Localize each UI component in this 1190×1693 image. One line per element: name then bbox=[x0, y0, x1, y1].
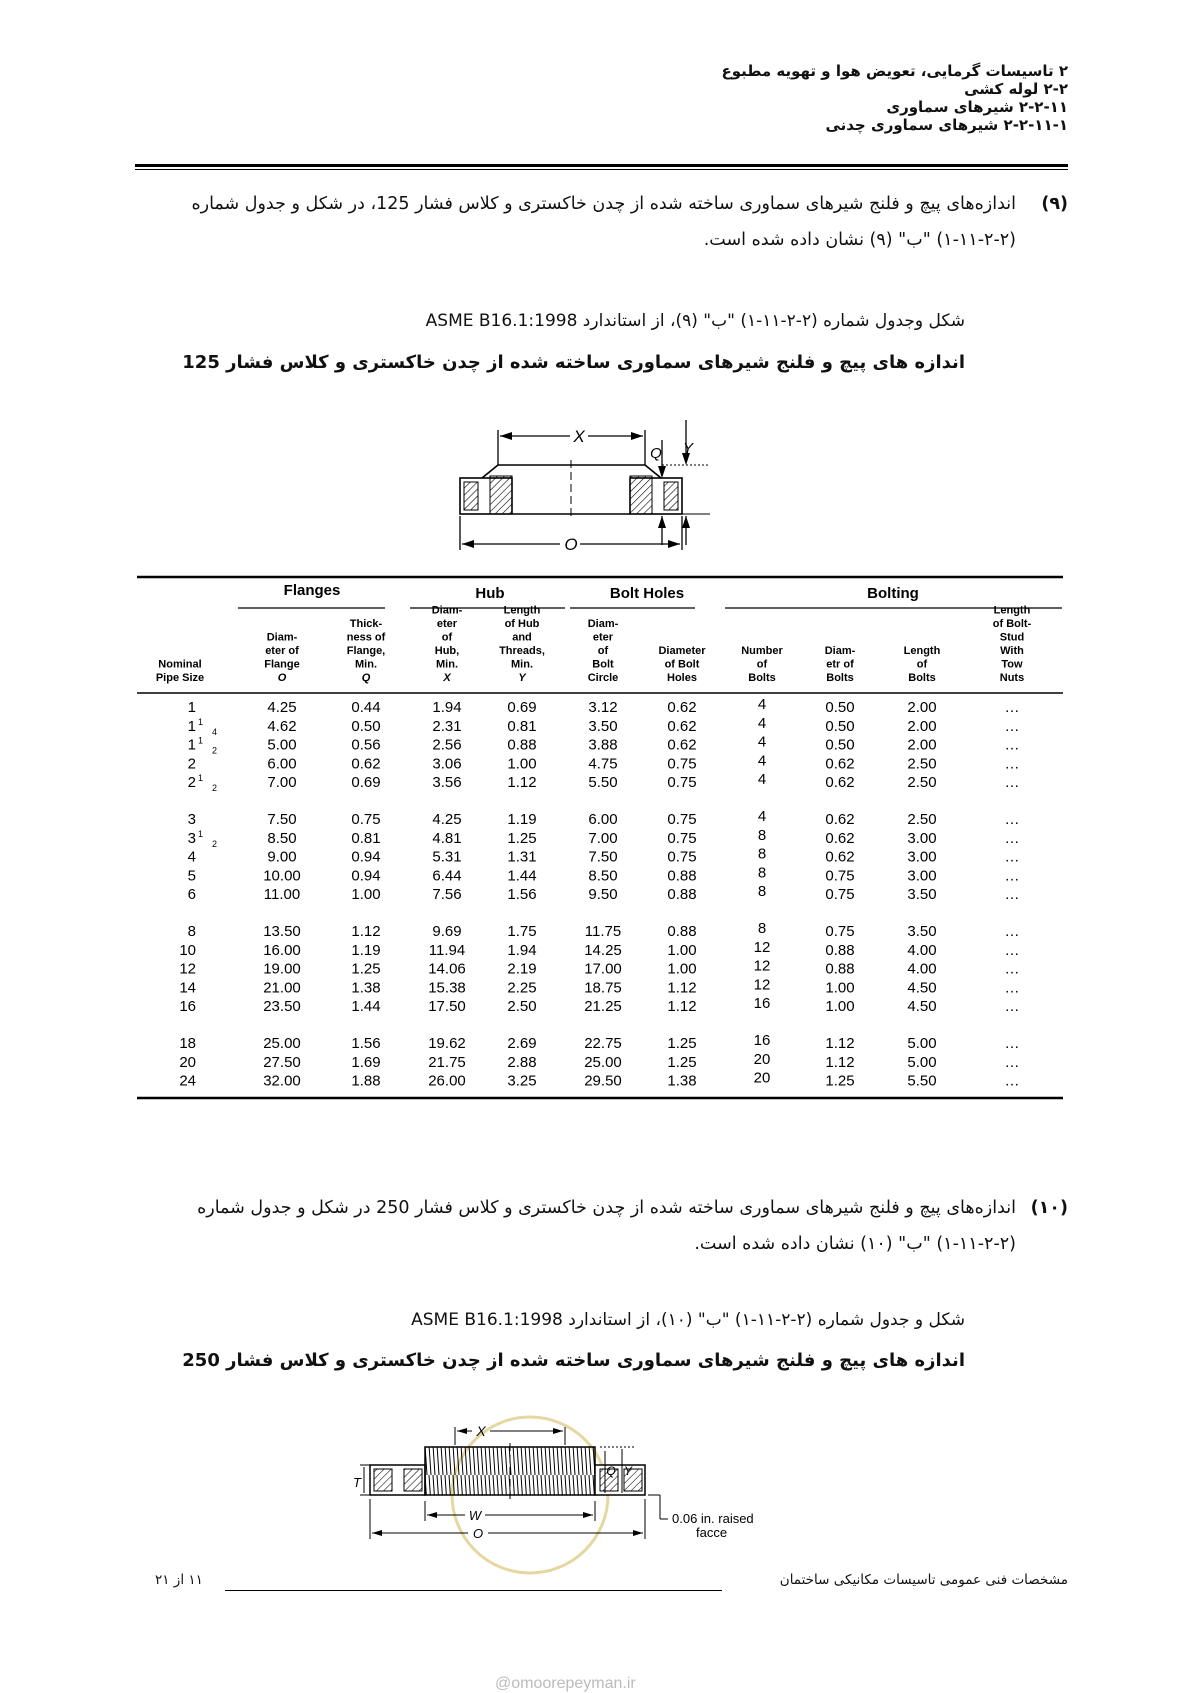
table-cell: 29.50 bbox=[584, 1072, 622, 1090]
table-cell: 9.00 bbox=[267, 848, 297, 866]
table-cell: 4.00 bbox=[907, 941, 937, 959]
table-cell: … bbox=[1004, 867, 1020, 885]
table-cell: 4.25 bbox=[267, 699, 297, 716]
table-cell-size: 12 bbox=[179, 960, 196, 978]
table-column-header-10: Tow bbox=[1001, 658, 1023, 671]
table-cell: 0.75 bbox=[667, 848, 697, 866]
table-cell: 1.88 bbox=[351, 1072, 381, 1090]
watermark-text: @omoorepeyman.ir bbox=[495, 1675, 636, 1692]
table-cell: 1.12 bbox=[825, 1053, 855, 1071]
table-cell: 0.75 bbox=[825, 867, 855, 885]
table-cell: 0.44 bbox=[351, 699, 381, 716]
table-cell: 0.75 bbox=[351, 811, 381, 828]
table-column-header-5: Bolt bbox=[592, 658, 614, 671]
table-cell: 8.50 bbox=[267, 829, 297, 847]
section-10-paragraph bbox=[135, 1190, 1068, 1270]
table-cell-size: 6 bbox=[187, 886, 196, 904]
table-cell: 4 bbox=[757, 714, 767, 732]
figure-1-label-q: Q bbox=[650, 445, 662, 462]
table-cell: 1.12 bbox=[825, 1035, 855, 1052]
table-cell: 4.75 bbox=[588, 755, 618, 773]
table-cell: 4.00 bbox=[907, 960, 937, 978]
table-cell: 15.38 bbox=[428, 979, 466, 997]
table-cell: 18.75 bbox=[584, 979, 622, 997]
table-cell: 2.88 bbox=[507, 1053, 537, 1071]
table-cell-size: 5 bbox=[187, 867, 196, 885]
table-cell: 3.00 bbox=[907, 829, 937, 847]
table-cell-size-sub: 2 bbox=[212, 838, 218, 849]
table-cell: 2.50 bbox=[907, 774, 937, 792]
section-10-text: اندازه‌های پیچ و فلنج شیرهای سماوری ساخته شده از چدن خاکستری و کلاس فشار 250 در شکل و جدول شماره (۲-۲-۱۱-۱) "ب" (۱۰) نشان داده شده است. bbox=[197, 1198, 1016, 1254]
table-cell-size-sub: 2 bbox=[212, 745, 218, 756]
table-cell: 12 bbox=[753, 957, 771, 975]
table-column-symbol-3: X bbox=[443, 672, 451, 684]
table-column-header-6: Diameter bbox=[658, 645, 706, 657]
table-column-header-10: Length bbox=[993, 604, 1031, 617]
table-cell: 32.00 bbox=[263, 1072, 301, 1090]
table-column-header-5: of bbox=[597, 645, 609, 657]
figure-1-reference: شکل وجدول شماره (۲-۲-۱۱-۱) "ب" (۹)، از استاندارد ASME B16.1:1998 bbox=[425, 311, 965, 331]
table-cell: … bbox=[1004, 886, 1020, 904]
table-cell: 1.75 bbox=[507, 923, 537, 940]
table-cell: 6.00 bbox=[588, 811, 618, 828]
table-column-header-8: Bolts bbox=[826, 672, 854, 684]
table-cell: 3.00 bbox=[907, 848, 937, 866]
table-cell: 17.00 bbox=[584, 960, 622, 978]
table-cell: 1.94 bbox=[432, 699, 462, 716]
section-10-number: (۱۰) bbox=[1030, 1198, 1068, 1218]
table-cell: … bbox=[1004, 811, 1020, 828]
figure-2-note-line-1: 0.06 in. raised bbox=[672, 1511, 754, 1526]
table-cell: 20 bbox=[753, 1050, 771, 1068]
table-cell: 14.06 bbox=[428, 960, 466, 978]
table-column-header-3: Min. bbox=[436, 658, 458, 671]
figure-2-label-o: O bbox=[472, 1526, 484, 1541]
table-cell: 1.56 bbox=[351, 1035, 381, 1052]
table-cell: 0.88 bbox=[825, 960, 855, 978]
table-cell: 4 bbox=[757, 752, 767, 770]
table-column-header-10: of Bolt- bbox=[992, 618, 1032, 630]
table-cell-size: 4 bbox=[187, 848, 196, 866]
table-column-header-6: of Bolt bbox=[664, 658, 700, 671]
table-cell: 25.00 bbox=[584, 1053, 622, 1071]
table-cell: 0.50 bbox=[351, 717, 381, 735]
table-cell: 0.62 bbox=[667, 736, 697, 754]
figure-2-label-x: X bbox=[476, 1423, 486, 1439]
table-cell: 0.75 bbox=[825, 886, 855, 904]
table-cell: 0.94 bbox=[351, 867, 381, 885]
flange-drawing-class-250 bbox=[353, 1415, 840, 1555]
table-cell: 2.50 bbox=[507, 998, 537, 1016]
table-cell: 0.62 bbox=[667, 699, 697, 716]
table-column-header-1: eter of bbox=[265, 645, 299, 657]
table-cell: 11.00 bbox=[263, 886, 301, 904]
footer-page-number: ۱۱ از ۲۱ bbox=[155, 1572, 203, 1588]
figure-1-label-x: X bbox=[573, 427, 585, 446]
table-cell: … bbox=[1004, 736, 1020, 754]
table-cell: 0.62 bbox=[825, 811, 855, 828]
table-cell: 1.69 bbox=[351, 1053, 381, 1071]
table-column-header-9: Bolts bbox=[908, 672, 936, 684]
figure-2-label-t: T bbox=[353, 1475, 361, 1490]
table-cell: … bbox=[1004, 755, 1020, 773]
table-cell: 0.88 bbox=[507, 736, 537, 754]
table-cell: 0.81 bbox=[351, 829, 381, 847]
table-cell: 0.88 bbox=[667, 867, 697, 885]
table-cell: 23.50 bbox=[263, 998, 301, 1016]
table-cell: 9.50 bbox=[588, 886, 618, 904]
table-group-bolt-holes: Bolt Holes bbox=[609, 585, 685, 602]
table-cell: 1.00 bbox=[507, 755, 537, 773]
table-cell: … bbox=[1004, 774, 1020, 792]
table-cell: 0.88 bbox=[667, 923, 697, 940]
figure-2-label-w: W bbox=[468, 1508, 482, 1523]
table-cell: 7.50 bbox=[267, 811, 297, 828]
table-column-header-4: of Hub bbox=[504, 618, 540, 630]
table-column-header-0: Nominal bbox=[158, 658, 202, 671]
table-cell: … bbox=[1004, 979, 1020, 997]
table-cell-size: 3 bbox=[187, 829, 196, 847]
table-cell: … bbox=[1004, 1072, 1020, 1090]
table-cell: 21.00 bbox=[263, 979, 301, 997]
table-cell: 14.25 bbox=[584, 941, 622, 959]
table-cell: … bbox=[1004, 1053, 1020, 1071]
table-cell: 3.88 bbox=[588, 736, 618, 754]
header-line-2: ۲-۲ لوله کشی bbox=[964, 80, 1068, 98]
table-column-symbol-2: Q bbox=[361, 672, 371, 684]
table-column-header-2: Min. bbox=[355, 658, 377, 671]
table-column-header-2: ness of bbox=[346, 631, 386, 644]
table-group-flanges: Flanges bbox=[283, 582, 341, 599]
table-cell: … bbox=[1004, 1035, 1020, 1052]
section-9-text: اندازه‌های پیچ و فلنج شیرهای سماوری ساخته شده از چدن خاکستری و کلاس فشار 125، در شکل و جدول شماره (۲-۲-۱۱-۱) "ب" (۹) نشان داده شده است. bbox=[191, 194, 1016, 250]
table-column-header-1: Flange bbox=[264, 658, 300, 671]
table-cell: 3.00 bbox=[907, 867, 937, 885]
table-cell: 4.50 bbox=[907, 979, 937, 997]
table-cell: … bbox=[1004, 717, 1020, 735]
table-cell: 0.75 bbox=[667, 829, 697, 847]
table-cell-size: 2 bbox=[187, 774, 196, 792]
table-column-header-7: Number bbox=[741, 645, 783, 657]
table-cell-size-sup: 1 bbox=[198, 735, 204, 746]
table-cell: 0.50 bbox=[825, 699, 855, 716]
table-cell: 0.50 bbox=[825, 736, 855, 754]
table-cell: 3.50 bbox=[907, 886, 937, 904]
figure-2-label-y: Y bbox=[623, 1464, 633, 1478]
table-cell: 19.62 bbox=[428, 1035, 466, 1052]
footer-rule bbox=[225, 1590, 722, 1591]
table-column-header-0: Pipe Size bbox=[155, 672, 205, 684]
table-group-bolting: Bolting bbox=[867, 585, 919, 602]
table-cell: 7.56 bbox=[432, 886, 462, 904]
table-cell: 1.94 bbox=[507, 941, 537, 959]
table-cell: … bbox=[1004, 829, 1020, 847]
header-line-3: ۲-۲-۱۱ شیرهای سماوری bbox=[886, 98, 1068, 116]
table-cell: 2.50 bbox=[907, 755, 937, 773]
table-cell: 16.00 bbox=[263, 941, 301, 959]
table-column-header-8: Diam- bbox=[824, 645, 856, 657]
table-cell: 27.50 bbox=[263, 1053, 301, 1071]
table-cell: 25.00 bbox=[263, 1035, 301, 1052]
table-cell: 2.00 bbox=[907, 736, 937, 754]
table-cell: 1.44 bbox=[507, 867, 537, 885]
table-cell-size: 1 bbox=[187, 699, 196, 716]
table-cell-size: 3 bbox=[187, 811, 196, 828]
table-column-header-4: Length bbox=[503, 604, 541, 617]
table-cell: … bbox=[1004, 960, 1020, 978]
table-cell: 1.19 bbox=[507, 811, 537, 828]
table-cell: 0.62 bbox=[825, 848, 855, 866]
table-cell-size-sup: 1 bbox=[198, 716, 204, 727]
table-cell: 16 bbox=[753, 995, 771, 1013]
table-cell: 0.62 bbox=[825, 829, 855, 847]
table-cell: 0.81 bbox=[507, 717, 537, 735]
table-column-header-4: Min. bbox=[511, 658, 533, 671]
table-cell: … bbox=[1004, 998, 1020, 1016]
table-column-header-10: With bbox=[1000, 645, 1024, 657]
table-group-hub: Hub bbox=[475, 585, 505, 602]
table-cell: 0.88 bbox=[825, 941, 855, 959]
table-cell: 0.75 bbox=[667, 774, 697, 792]
table-cell: 2.31 bbox=[432, 717, 462, 735]
table-cell: 0.75 bbox=[667, 811, 697, 828]
table-cell: 7.00 bbox=[588, 829, 618, 847]
table-column-header-3: Hub, bbox=[434, 645, 460, 657]
table-cell: 5.00 bbox=[267, 736, 297, 754]
figure-2-label-q: Q bbox=[606, 1464, 616, 1478]
table-cell: 2.19 bbox=[507, 960, 537, 978]
table-cell: 11.75 bbox=[584, 923, 622, 940]
table-cell: 1.12 bbox=[351, 923, 381, 940]
table-cell: 1.25 bbox=[507, 829, 537, 847]
table-cell: 1.56 bbox=[507, 886, 537, 904]
header-line-4: ۲-۲-۱۱-۱ شیرهای سماوری چدنی bbox=[825, 116, 1068, 134]
table-cell: 2.00 bbox=[907, 717, 937, 735]
table-cell: 3.06 bbox=[432, 755, 462, 773]
table-cell: 0.69 bbox=[507, 699, 537, 716]
table-cell-size: 10 bbox=[179, 941, 196, 959]
table-cell: … bbox=[1004, 923, 1020, 940]
table-column-header-5: Circle bbox=[587, 672, 619, 684]
table-column-header-5: Diam- bbox=[587, 618, 619, 630]
table-cell: 4 bbox=[757, 733, 767, 751]
table-column-header-6: Holes bbox=[667, 672, 697, 684]
table-cell: 1.44 bbox=[351, 998, 381, 1016]
table-cell: 1.00 bbox=[351, 886, 381, 904]
table-cell: 16 bbox=[753, 1032, 771, 1049]
table-column-header-5: eter bbox=[592, 631, 614, 644]
table-cell-size: 8 bbox=[187, 923, 196, 940]
table-cell: 8 bbox=[757, 864, 767, 882]
table-cell: 0.94 bbox=[351, 848, 381, 866]
table-cell: 0.75 bbox=[825, 923, 855, 940]
table-cell-size: 2 bbox=[187, 755, 196, 773]
table-column-header-3: of bbox=[441, 631, 453, 644]
table-column-header-3: eter bbox=[436, 618, 458, 630]
table-column-header-9: of bbox=[916, 658, 928, 671]
table-cell-size-sup: 1 bbox=[198, 773, 204, 784]
table-column-header-10: Nuts bbox=[999, 672, 1025, 684]
table-cell: 0.62 bbox=[825, 774, 855, 792]
table-column-header-9: Length bbox=[903, 645, 941, 657]
table-cell: 1.25 bbox=[667, 1053, 697, 1071]
table-cell-size: 1 bbox=[187, 717, 196, 735]
table-cell: 11.94 bbox=[428, 941, 466, 959]
table-cell: 4.62 bbox=[267, 717, 297, 735]
table-cell: 3.50 bbox=[588, 717, 618, 735]
table-cell: 9.69 bbox=[432, 923, 462, 940]
table-cell: 1.38 bbox=[351, 979, 381, 997]
table-cell: 3.50 bbox=[907, 923, 937, 940]
table-column-symbol-4: Y bbox=[518, 672, 526, 684]
table-cell: 2.25 bbox=[507, 979, 537, 997]
table-cell: … bbox=[1004, 941, 1020, 959]
table-cell-size: 1 bbox=[187, 736, 196, 754]
table-cell: 4.50 bbox=[907, 998, 937, 1016]
table-cell: 2.69 bbox=[507, 1035, 537, 1052]
figure-1-label-y: Y bbox=[682, 440, 694, 457]
table-cell: 2.50 bbox=[907, 811, 937, 828]
table-cell-size-sub: 2 bbox=[212, 783, 218, 794]
table-cell-size: 20 bbox=[179, 1053, 196, 1071]
table-cell: 1.38 bbox=[667, 1072, 697, 1090]
table-cell: 0.56 bbox=[351, 736, 381, 754]
table-cell-size: 16 bbox=[179, 998, 196, 1016]
table-cell: … bbox=[1004, 848, 1020, 866]
table-cell: 3.56 bbox=[432, 774, 462, 792]
section-9-number: (۹) bbox=[1041, 194, 1068, 214]
table-column-header-2: Flange, bbox=[346, 645, 386, 657]
table-cell: 21.25 bbox=[584, 998, 622, 1016]
table-cell: 3.12 bbox=[588, 699, 618, 716]
footer-document-title: مشخصات فنی عمومی تاسیسات مکانیکی ساختمان bbox=[779, 1572, 1068, 1588]
table-cell: 1.31 bbox=[507, 848, 537, 866]
table-cell: 2.00 bbox=[907, 699, 937, 716]
table-cell: … bbox=[1004, 699, 1020, 716]
table-column-header-4: and bbox=[512, 631, 532, 644]
table-cell: 1.25 bbox=[667, 1035, 697, 1052]
table-cell: 1.00 bbox=[667, 960, 697, 978]
table-column-symbol-1: O bbox=[277, 672, 287, 684]
table-cell: 6.44 bbox=[432, 867, 462, 885]
table-column-header-7: of bbox=[756, 658, 768, 671]
table-cell: 22.75 bbox=[584, 1035, 622, 1052]
table-column-header-7: Bolts bbox=[748, 672, 776, 684]
table-cell: 0.50 bbox=[825, 717, 855, 735]
table-cell: 12 bbox=[753, 938, 771, 956]
table-column-header-2: Thick- bbox=[349, 618, 383, 630]
table-cell: 0.88 bbox=[667, 886, 697, 904]
table-cell: 4.81 bbox=[432, 829, 462, 847]
table-cell: 7.00 bbox=[267, 774, 297, 792]
table-cell: 13.50 bbox=[263, 923, 301, 940]
table-cell: 0.75 bbox=[667, 755, 697, 773]
table-cell-size-sup: 1 bbox=[198, 828, 204, 839]
figure-2-reference: شکل و جدول شماره (۲-۲-۱۱-۱) "ب" (۱۰)، از استاندارد ASME B16.1:1998 bbox=[411, 1310, 965, 1330]
table-cell: 5.31 bbox=[432, 848, 462, 866]
table-cell: 1.12 bbox=[667, 979, 697, 997]
table-cell: 8.50 bbox=[588, 867, 618, 885]
table-cell: 4 bbox=[757, 771, 767, 789]
header-line-1: ۲ تاسیسات گرمایی، تعویض هوا و تهویه مطبوع bbox=[721, 62, 1068, 80]
table-column-header-4: Threads, bbox=[499, 645, 545, 657]
table-cell: 4 bbox=[757, 808, 767, 825]
table-cell: 1.25 bbox=[351, 960, 381, 978]
figure-2-note-line-2: facce bbox=[696, 1525, 728, 1540]
table-cell-size: 14 bbox=[179, 979, 196, 997]
table-cell: 12 bbox=[753, 976, 771, 994]
table-column-header-3: Diam- bbox=[431, 604, 463, 617]
table-cell: 5.50 bbox=[907, 1072, 937, 1090]
table-cell: 2.56 bbox=[432, 736, 462, 754]
table-cell: 8 bbox=[757, 920, 767, 937]
table-cell: 0.62 bbox=[825, 755, 855, 773]
table-cell: 3.25 bbox=[507, 1072, 537, 1090]
table-cell: 7.50 bbox=[588, 848, 618, 866]
table-column-header-10: Stud bbox=[999, 631, 1025, 644]
figure-2-title: اندازه های پیچ و فلنج شیرهای سماوری ساخته شده از چدن خاکستری و کلاس فشار 250 bbox=[182, 1350, 965, 1371]
table-cell: 1.00 bbox=[825, 998, 855, 1016]
table-cell: 21.75 bbox=[428, 1053, 466, 1071]
table-cell: 1.12 bbox=[667, 998, 697, 1016]
table-cell: 5.00 bbox=[907, 1035, 937, 1052]
table-cell: 10.00 bbox=[263, 867, 301, 885]
table-cell: 0.62 bbox=[351, 755, 381, 773]
table-cell: 1.19 bbox=[351, 941, 381, 959]
table-cell: 8 bbox=[757, 845, 767, 863]
figure-1-title: اندازه های پیچ و فلنج شیرهای سماوری ساخته شده از چدن خاکستری و کلاس فشار 125 bbox=[182, 352, 965, 373]
table-cell-size: 18 bbox=[179, 1035, 196, 1052]
table-cell: 4 bbox=[757, 696, 767, 713]
table-cell: 17.50 bbox=[428, 998, 466, 1016]
table-cell: 1.00 bbox=[667, 941, 697, 959]
table-cell: 5.50 bbox=[588, 774, 618, 792]
table-cell: 1.00 bbox=[825, 979, 855, 997]
table-cell: 8 bbox=[757, 883, 767, 901]
table-cell: 5.00 bbox=[907, 1053, 937, 1071]
table-cell: 6.00 bbox=[267, 755, 297, 773]
table-cell: 0.62 bbox=[667, 717, 697, 735]
table-cell: 8 bbox=[757, 826, 767, 844]
table-cell: 26.00 bbox=[428, 1072, 466, 1090]
figure-1-label-o: O bbox=[564, 535, 578, 554]
table-cell: 1.12 bbox=[507, 774, 537, 792]
table-column-header-8: etr of bbox=[826, 658, 854, 671]
table-cell: 19.00 bbox=[263, 960, 301, 978]
table-cell-size-sub: 4 bbox=[212, 726, 218, 737]
table-cell: 0.69 bbox=[351, 774, 381, 792]
table-cell-size: 24 bbox=[179, 1072, 196, 1090]
table-column-header-1: Diam- bbox=[266, 631, 298, 644]
table-cell: 20 bbox=[753, 1069, 771, 1087]
table-cell: 1.25 bbox=[825, 1072, 855, 1090]
table-cell: 4.25 bbox=[432, 811, 462, 828]
